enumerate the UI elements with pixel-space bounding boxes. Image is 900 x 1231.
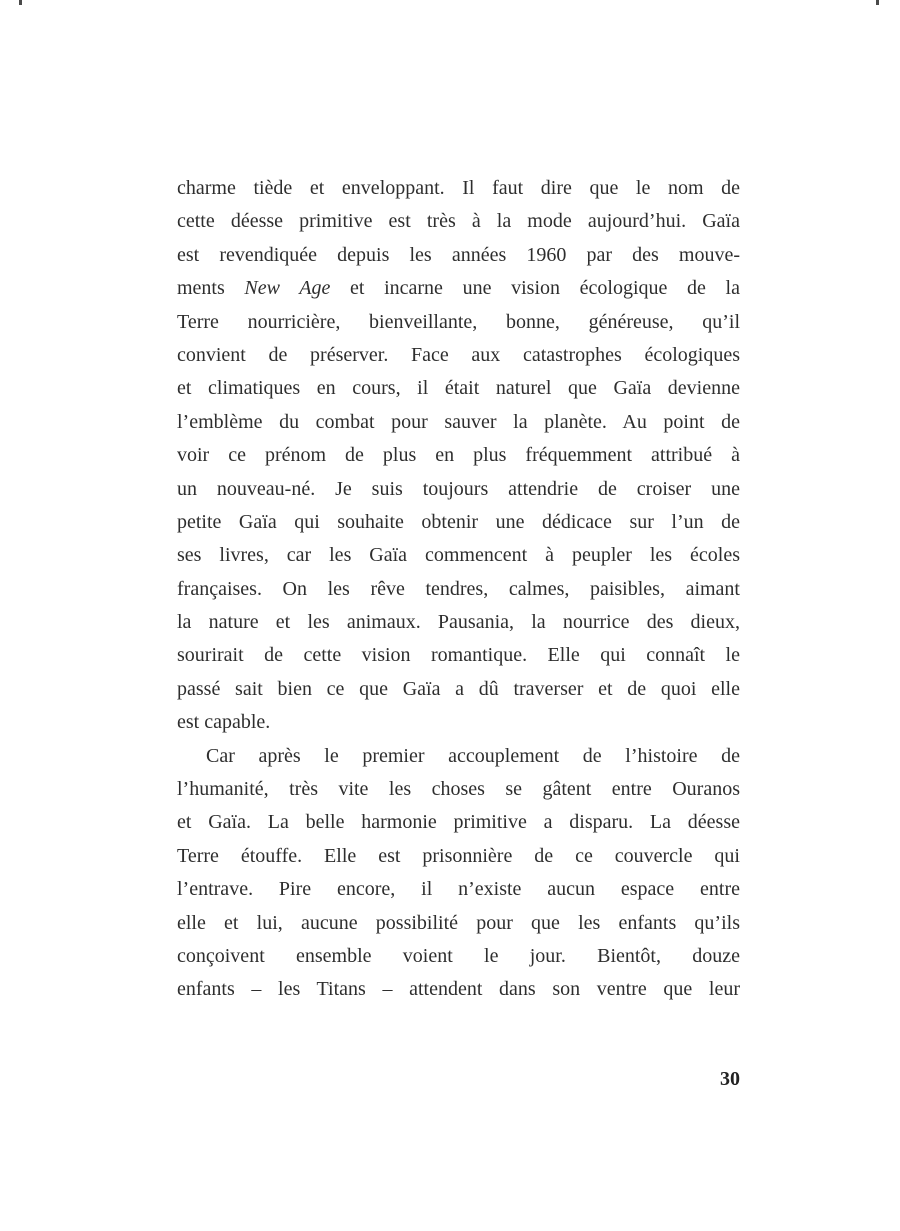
paragraph [177,740,740,1007]
text-line: charme tiède et enveloppant. Il faut dire que le nom de [177,177,740,199]
text-line: est revendiquée depuis les années 1960 par des mouve- [177,243,740,266]
text-line: conçoivent ensemble voient le jour. Bientôt, douze [177,944,740,967]
page-text [177,172,740,1007]
text-line: ses livres, car les Gaïa commencent à peupler les écoles [177,544,740,567]
text-line: elle et lui, aucune possibilité pour que les enfants qu’ils [177,911,740,934]
text-line: convient de préserver. Face aux catastrophes écologiques [177,343,740,366]
text-line: l’entrave. Pire encore, il n’existe aucun espace entre [177,878,740,901]
text-line: cette déesse primitive est très à la mode aujourd’hui. Gaïa [177,210,740,233]
text-line: petite Gaïa qui souhaite obtenir une dédicace sur l’un de [177,510,740,533]
text-line: et Gaïa. La belle harmonie primitive a disparu. La déesse [177,811,740,834]
text-line: passé sait bien ce que Gaïa a dû traverser et de quoi elle [177,677,740,700]
italic-text: New Age [244,277,331,300]
page-number: 30 [720,1068,740,1090]
text-line: l’humanité, très vite les choses se gâtent entre Ouranos [177,778,740,801]
text-line: la nature et les animaux. Pausania, la nourrice des dieux, [177,611,740,634]
paragraph [177,172,740,740]
scan-mark-top-left [19,0,22,5]
text-line: est capable. [177,711,271,734]
scan-mark-top-right [876,0,879,5]
text-line: enfants – les Titans – attendent dans son ventre que leur [177,978,740,1001]
text-line: Car après le premier accouplement de l’histoire de [206,744,740,767]
text-line: voir ce prénom de plus en plus fréquemment attribué à [177,444,740,467]
text-line: un nouveau-né. Je suis toujours attendrie de croiser une [177,477,740,500]
text-line: Terre étouffe. Elle est prisonnière de ce couvercle qui [177,844,740,867]
text-line: et climatiques en cours, il était naturel que Gaïa devienne [177,377,740,400]
text-line: Terre nourricière, bienveillante, bonne, généreuse, qu’il [177,310,740,333]
text-line: ments New Age et incarne une vision écologique de la [177,277,740,300]
text-line: sourirait de cette vision romantique. Elle qui connaît le [177,644,740,667]
text-line: françaises. On les rêve tendres, calmes, paisibles, aimant [177,577,740,600]
text-line: l’emblème du combat pour sauver la planète. Au point de [177,410,740,433]
